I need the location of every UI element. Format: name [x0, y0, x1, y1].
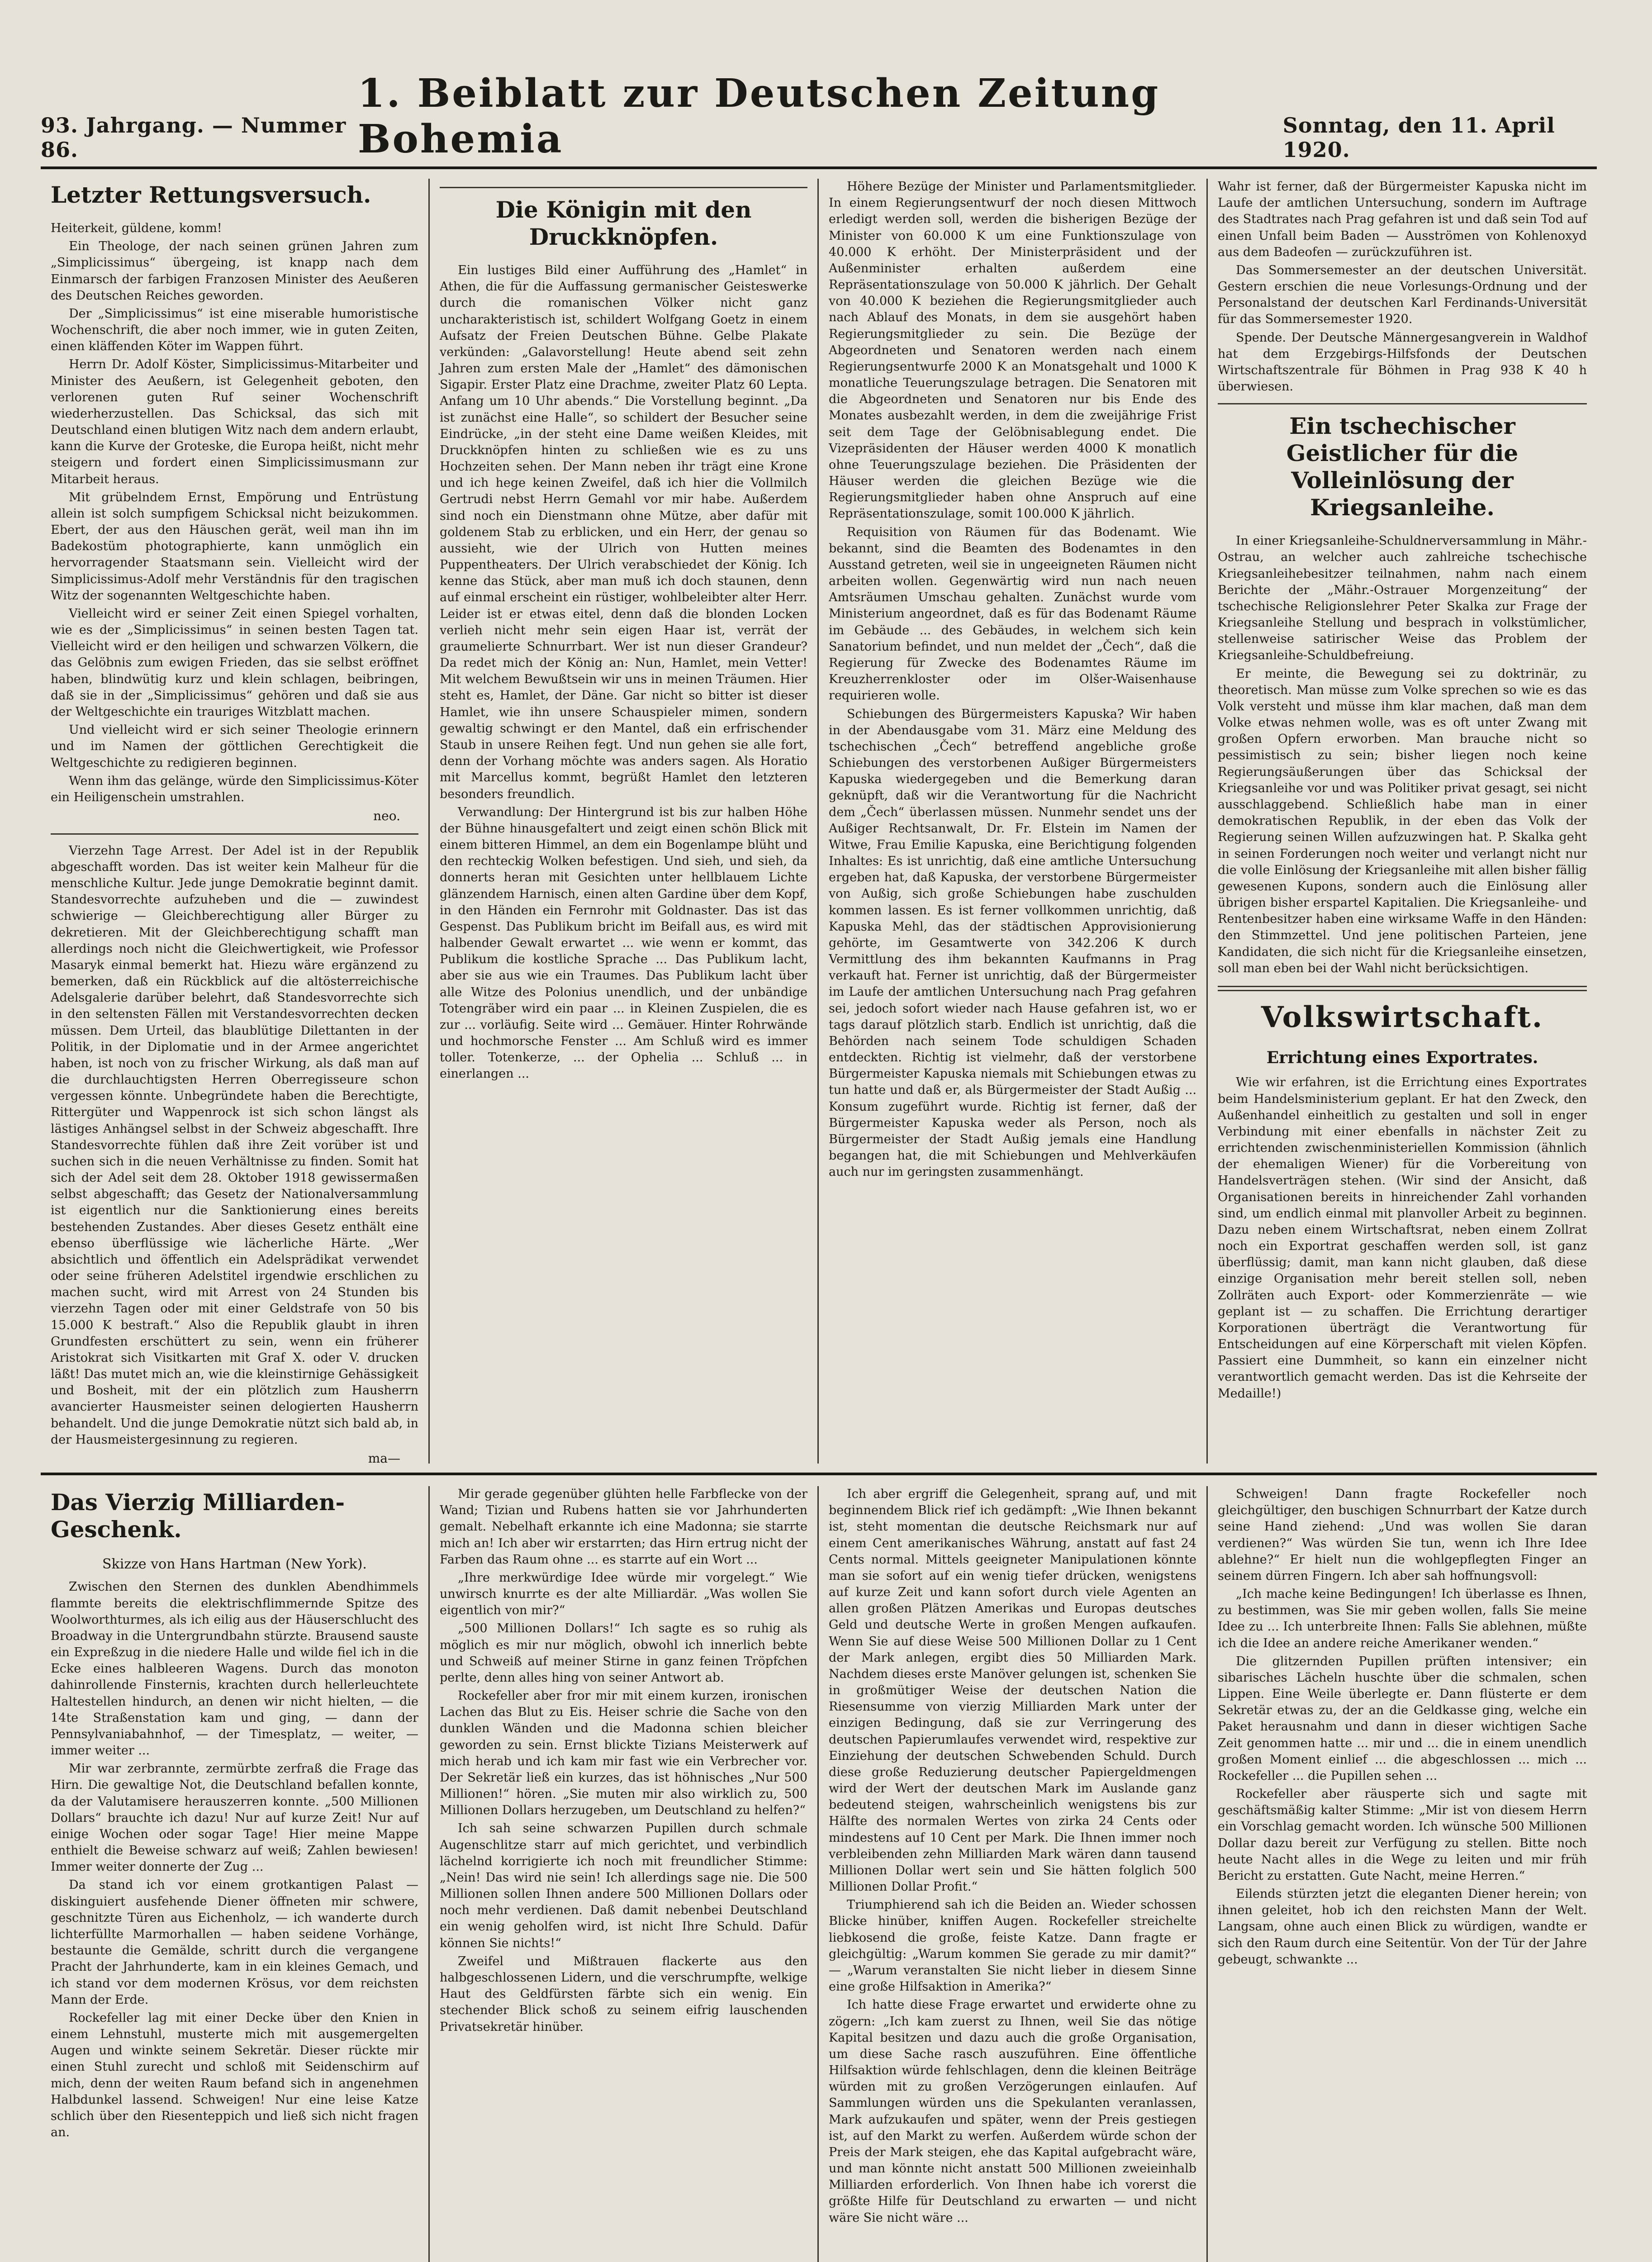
paragraph: Und vielleicht wird er sich seiner Theologie erinnern und im Namen der göttlichen Gerechtigkeit die Weltgeschichte zu redigieren beginnen. — [51, 723, 418, 770]
article-title-exportrat: Errichtung eines Exportrates. — [1266, 1048, 1538, 1067]
paragraph: Schiebungen des Bürgermeisters Kapuska? Wir haben in der Abendausgabe vom 31. März eine Meldung des tschechischen „Čech“ betreffend angebliche große Schiebungen des verstorbenen Außiger Bürgermeisters Kapuska wiedergegeben und die Bemerkung daran geknüpft, daß wir die Verantwortung für die Nachricht dem „Čech“ überlassen müssen. Nunmehr sendet uns der Außiger Rechtsanwalt, Dr. Fr. Elstein im Namen der Witwe, Frau Emilie Kapuska, eine Berichtigung folgenden Inhaltes: Es ist unrichtig, daß eine amtliche Untersuchung ergeben hat, daß Kapuska, der verstorbene Bürgermeister von Außig, sich große Schiebungen habe zuschulden kommen lassen. Es ist ferner vollkommen unrichtig, daß Kapuska Mehl, das der städtischen Approvisionierung gehörte, im Gesamtwerte von 342.206 K durch Vermittlung des ihm bekannten Kaufmanns in Prag verkauft hat. Ferner ist unrichtig, daß der Bürgermeister im Laufe der amtlichen Untersuchung nach Prag gefahren sei, jedoch sofort wieder nach Hause gefahren ist, wo er tags darauf plötzlich starb. Endlich ist unrichtig, daß die Behörden nach seinem Tode schuldigen Schaden entdeckten. Richtig ist vielmehr, daß der verstorbene Bürgermeister Kapuska niemals mit Schiebungen etwas zu tun hatte und daß er, als Bürgermeister der Stadt Außig ... Konsum zugeführt wurde. Richtig ist ferner, daß der Bürgermeister Kapuska weder als Person, noch als Bürgermeister der Stadt Außig jemals eine Handlung begangen hat, die mit Schiebungen und Mehlverkäufen auch nur im geringsten zusammenhängt. — [829, 707, 1196, 1179]
section-title-volkswirtschaft: Volkswirtschaft. — [1261, 1000, 1544, 1034]
paragraph: Rockefeller aber fror mir mit einem kurzen, ironischen Lachen das Blut zu Eis. Heiser schrie die Sache von den dunklen Wänden und die Madonna schien bleicher geworden zu sein. Ernst blickte Tizians Meisterwerk auf mich herab und ich kam mir fast wie ein Verbrecher vor. Der Sekretär ließ ein kurzes, das ist höhnisches „Nur 500 Millionen!“ hören. „Sie muten mir also wirklich zu, 500 Millionen Dollars herzugeben, um Deutschland zu helfen?“ — [440, 1689, 807, 1818]
paragraph: Mir gerade gegenüber glühten helle Farbflecke von der Wand; Tizian und Rubens hatten sie vor Jahrhunderten gemalt. Nebelhaft erkannte ich eine Madonna; sie starrte mich an! Ich aber wir erstarrten; das Hirn ertrug nicht der Farben das Raum ohne ... es starrte auf ein Wort ... — [440, 1487, 807, 1567]
paragraph: Schweigen! Dann fragte Rockefeller noch gleichgültiger, den buschigen Schnurrbart der Katze durch seine Hand ziehend: „Und was wollen Sie daran verdienen?“ Was würden Sie tun, wenn ich Ihre Idee ablehne?“ Er hielt nun die wohlgepflegten Finger an seinem dürren Fingern. Ich aber sah hoffnungsvoll: — [1218, 1487, 1587, 1583]
paragraph: Höhere Bezüge der Minister und Parlamentsmitglieder. In einem Regierungsentwurf der noch diesen Mittwoch erledigt werden soll, werden die bisherigen Bezüge der Minister von 60.000 K um eine Funktionszulage von 40.000 K erhöht. Der Ministerpräsident und der Außenminister erhalten außerdem eine Repräsentationszulage von 50.000 K jährlich. Der Gehalt von 40.000 K beziehen die Regierungsmitglieder auch nach Ablauf des Monats, in dem sie ausgehört haben Regierungsmitglieder zu sein. Die Bezüge der Abgeordneten und Senatoren werden nach einem Regierungsentwurfe 2000 K an Monatsgehalt und 1000 K monatliche Teuerungszulage betragen. Die Senatoren mit die Abgeordneten und Senatoren nur bis Ende des Monates ausbezahlt werden, in dem die zweijährige Frist seit dem Tage der Gelöbnisablegung endet. Die Vizepräsidenten der Häuser werden 4000 K monatlich ohne Teuerungszulage beziehen. Die Präsidenten der Häuser werden die gleichen Bezüge wie die Regierungsmitglieder haben ohne Anspruch auf eine Repräsentationszulage, somit 100.000 K jährlich. — [829, 180, 1196, 521]
paragraph: Die glitzernden Pupillen prüften intensiver; ein sibarisches Lächeln huschte über die schmalen, schen Lippen. Eine Weile überlegte er. Dann flüsterte er dem Sekretär etwas zu, der an die Geldkasse ging, welche ein Paket herausnahm und dann in dieser wichtigen Sache Zeit genommen hatte ... mir und ... die in einem unendlich großen Moment einlief ... die abgeschlossen ... mich ... Rockefeller ... die Pupillen sehen ... — [1218, 1654, 1587, 1783]
byline: Skizze von Hans Hartman (New York). — [102, 1556, 367, 1572]
paragraph: Ich aber ergriff die Gelegenheit, sprang auf, und mit beginnendem Blick rief ich gedämpft: „Wie Ihnen bekannt ist, steht momentan die deutsche Reichsmark nur auf einem Cent amerikanisches Währung, anstatt auf fast 24 Cents normal. Mittels geeigneter Manipulationen könnte man sie sofort auf ein wenig tiefer drücken, wenigstens auf kurze Zeit und kann sofort durch viele Agenten an allen großen Plätzen Amerikas und Europas deutsches Geld und deutsche Werte in großen Mengen aufkaufen. Wenn Sie auf diese Weise 500 Millionen Dollar zu 1 Cent der Mark anlegen, ergibt dies 50 Milliarden Mark. Nachdem dieses erste Manöver gelungen ist, schenken Sie in großmütiger Weise der deutschen Nation die Riesensumme von vierzig Milliarden Mark unter der einzigen Bedingung, daß sie zur Verringerung des deutschen Papierumlaufes verwendet wird, respektive zur Einziehung der deutschen Schwebenden Schuld. Durch diese große Reduzierung deutscher Papiergeldmengen wird der Wert der deutschen Mark im Auslande ganz bedeutend steigen, wahrscheinlich wenigstens bis zur Hälfte des normalen Wertes von zirka 24 Cents oder mindestens auf 10 Cent per Mark. Die Ihnen immer noch verbleibenden zehn Milliarden Mark wären dann tausend Millionen Dollar wert sein und Sie hätten folglich 500 Millionen Dollar Profit.“ — [829, 1487, 1196, 1894]
issue-number: 93. Jahrgang. — Nummer 86. — [41, 113, 347, 162]
column-2 — [430, 179, 819, 1464]
paragraph: Verwandlung: Der Hintergrund ist bis zur halben Höhe der Bühne hinausgefaltert und zeigt einen schön Blick mit einem bitteren Himmel, an dem ein Bogenlampe blüht und den rechteckig Wolken befestigen. Und sieh, und sieh, da donnerts heran mit Gesichten unter hellblauem Lichte glänzendem Harnisch, einen alten Gardine über dem Kopf, in den Händen ein Fernrohr mit Goldnaster. Das ist das Gespenst. Das Publikum bricht im Beifall aus, es wird mit halbender Gewalt erwartet ... wie wenn er kommt, das Publikum die kostliche Sprache ... Das Publikum lacht, aber sie aus wie ein Traumes. Das Publikum lacht über alle Witze des Polonius unendlich, und der unbändige Totengräber wird ein paar ... in Kleinen Zuspielen, die es zur ... vorläufig. Seite wird ... Gemäuer. Hinter Rohrwände und hochmorsche Fenster ... Am Schluß wird es immer toller. Totenkerze, ... der Ophelia ... Schluß ... in einerlangen ... — [440, 805, 807, 1081]
paragraph: Ein Theologe, der nach seinen grünen Jahren zum „Simplicissimus“ übergeing, ist knapp nach dem Einmarsch der farbigen Franzosen Minister des Aeußeren des Deutschen Reiches geworden. — [51, 239, 418, 303]
paragraph: „Ich mache keine Bedingungen! Ich überlasse es Ihnen, zu bestimmen, was Sie mir geben wollen, falls Sie meine Idee zu ... Ich unterbreite Ihnen: Falls Sie ablehnen, müßte ich die Idee an andere reiche Amerikaner wenden.“ — [1218, 1587, 1587, 1650]
paragraph: Zweifel und Mißtrauen flackerte aus den halbgeschlossenen Lidern, und die verschrumpfte, welkige Haut des Geldfürsten färbte sich ein wenig. Ein stechender Blick schoß zu seinem eifrig lauschenden Privatsekretär hinüber. — [440, 1954, 807, 2034]
top-section — [41, 179, 1597, 1464]
paragraph: Mit grübelndem Ernst, Empörung und Entrüstung allein ist solch sumpfigem Schicksal nicht beizukommen. Ebert, der aus den Häuschen gerät, weil man ihn im Badekostüm photographierte, kann unmöglich ein hervorragender Staatsmann sein. Vielleicht wird der Simplicissimus-Adolf mehr Verständnis für den tragischen Witz der sogenannten Weltgeschichte haben. — [51, 490, 418, 603]
issue-date: Sonntag, den 11. April 1920. — [1282, 113, 1555, 162]
paragraph: Vielleicht wird er seiner Zeit einen Spiegel vorhalten, wie es der „Simplicissimus“ in seinen besten Tagen tat. Vielleicht wird er den heiligen und schwarzen Völkern, die das Gelöbnis zum ewigen Frieden, das sie selbst eröffnet haben, blindwütig kurz und klein schlagen, beibringen, daß sie in der „Simplicissimus“ gehören und daß sie aus der Weltgeschichte ein trauriges Witzblatt machen. — [51, 606, 418, 719]
paragraph: Heiterkeit, güldene, komm! — [51, 221, 222, 235]
column-3 — [819, 179, 1208, 1464]
note: Das Sommersemester an der deutschen Universität. Gestern erschien die neue Vorlesungs-Ordnung und der Personalstand der deutschen Karl Ferdinands-Universität für das Sommersemester 1920. — [1218, 263, 1587, 327]
feuilleton-column-2 — [430, 1486, 819, 2262]
paragraph: Mir war zerbrannte, zermürbte zerfraß die Frage das Hirn. Die gewaltige Not, die Deutschland befallen konnte, da der Valutamisere herauszerren konnte. „500 Millionen Dollars“ brauchte ich dazu! Nur auf kurze Zeit! Nur auf einige Wochen oder sogar Tage! Hier meine Mappe enthielt die Beweise schwarz auf weiß; Zahlen bewiesen! Immer weiter donnerte der Zug ... — [51, 1762, 418, 1874]
paragraph: Triumphierend sah ich die Beiden an. Wieder schossen Blicke hinüber, kniffen Augen. Rockefeller streichelte liebkosend die große, feiste Katze. Dann fragte er gleichgültig: „Warum kommen Sie gerade zu mir damit?“ — „Warum veranstalten Sie nicht lieber in diesem Sinne eine große Hilfsaktion in Amerika?“ — [829, 1898, 1196, 1994]
feuilleton-column-1 — [41, 1486, 430, 2262]
paragraph: Rockefeller aber räusperte sich und sagte mit geschäftsmäßig kalter Stimme: „Mir ist von diesem Herrn ein Vorschlag gemacht worden. Ich wünsche 500 Millionen Dollar dazu bereit zur Verfügung zu stellen. Bitte noch heute Nacht alles in die Wege zu leiten und mir früh Bericht zu erstatten. Gute Nacht, meine Herren.“ — [1218, 1787, 1587, 1883]
article-title-vierzig-milliarden: Das Vierzig Milliarden-Geschenk. — [51, 1489, 345, 1543]
signature: ma— — [368, 1451, 400, 1464]
paragraph: Eilends stürzten jetzt die eleganten Diener herein; von ihnen geleitet, hob ich den reichsten Mann der Welt. Langsam, ohne auch einen Blick zu würdigen, wandte er sich den Raum durch eine Seitentür. Von der Tür der Jahre gebeugt, schwankte ... — [1218, 1887, 1587, 1967]
paragraph: Zwischen den Sternen des dunklen Abendhimmels flammte bereits die elektrischflimmernde Spitze des Woolworthturmes, als ich eilig aus der Häuserschlucht des Broadway in die Untergrundbahn stürzte. Brausend sauste ein Expreßzug in die niedere Halle und wilde fiel ich in die Ecke eines halbleeren Wagens. Durch das monoton dahinrollende Finsternis, krachten durch hellerleuchtete Haltestellen hindurch, an denen wir nicht hielten, — die 14te Straßenstation kam und ging, — dann der Pennsylvaniabahnhof, — der Timesplatz, — weiter, — immer weiter ... — [51, 1580, 418, 1758]
double-divider — [1218, 986, 1587, 991]
divider — [1218, 403, 1587, 404]
note: Spende. Der Deutsche Männergesangverein in Waldhof hat dem Erzgebirgs-Hilfsfonds der Deutschen Wirtschaftszentrale für Böhmen in Prag 938 K 40 h überwiesen. — [1218, 330, 1587, 394]
paragraph: Der „Simplicissimus“ ist eine miserable humoristische Wochenschrift, die aber noch immer, wie in guten Zeiten, einen kläffenden Köter im Wappen führt. — [51, 306, 418, 354]
feuilleton-section — [41, 1486, 1597, 2262]
paragraph: Vierzehn Tage Arrest. Der Adel ist in der Republik abgeschafft worden. Das ist weiter kein Malheur für die menschliche Kultur. Jede junge Demokratie beginnt damit. Standesvorrechte aufzuheben und die — zuwindest schwierige — Gleichberechtigung aller Bürger zu dekretieren. Mit der Gleichberechtigung schafft man allerdings noch nicht die Gleichwertigkeit, wie Professor Masaryk einmal bemerkt hat. Hiezu wäre ergänzend zu bemerken, daß ein Rückblick auf die altösterreichische Adelsgalerie darüber belehrt, daß Standesvorrechte sich in den seltensten Fällen mit Verstandesvorrechten decken müssen. Dem Urteil, das blaublütige Dilettanten in der Politik, in der Diplomatie und in der Armee angerichtet haben, ist noch von zu frischer Wirkung, als daß man auf die durchlauchtigsten Herren Oberregisseure schon vergessen könnte. Unbegründete haben die Berechtigte, Rittergüter und Wappenrock ist sich schon längst als lästiges Anhängsel selbst in der Schweiz abgeschafft. Ihre Standesvorrechte fühlen daß ihre Zeit vorüber ist und suchen sich in die neuen Verhältnisse zu finden. Somit hat sich der Adel seit dem 28. Oktober 1918 gewissermaßen selbst abgeschafft; das Gesetz der Nationalversammlung ist eigentlich nur die Sanktionierung eines bereits bestehenden Zustandes. Aber dieses Gesetz enthält eine ebenso überflüssige wie lächerliche Härte. „Wer absichtlich und öffentlich ein Adelsprädikat verwendet oder seine früheren Adelstitel irgendwie erschlichen zu machen sucht, wird mit Arrest von 24 Stunden bis vierzehn Tagen oder mit einer Geldstrafe von 50 bis 15.000 K bestraft.“ Also die Republik glaubt in ihren Grundfesten erschüttert zu sein, wenn ein früherer Aristokrat sich Visitkarten mit Graf X. oder V. drucken läßt! Das mutet mich an, wie die kleinstirnige Gehässigkeit und Bosheit, mit der ein plötzlich zum Hausherrn avancierter Hausmeister seinen delogierten Hausherrn behandelt. Und die junge Demokratie nützt sich bald ab, in der Hausmeistergesinnung zu regieren. — [51, 843, 418, 1447]
column-4 — [1208, 179, 1597, 1464]
paragraph: In einer Kriegsanleihe-Schuldnerversammlung in Mähr.-Ostrau, an welcher auch zahlreiche tschechische Kriegsanleihebesitzer teilnahmen, nahm nach einem Berichte der „Mähr.-Ostrauer Morgenzeitung“ der tschechische Religionslehrer Peter Skalka zur Frage der Kriegsanleihe Stellung und besprach in volkstümlicher, stellenweise satirischer Weise das Problem der Kriegsanleihe-Schuldbefreiung. — [1218, 534, 1587, 663]
masthead — [41, 71, 1597, 169]
article-title-geistlicher: Ein tschechischer Geistlicher für die Volleinlösung der Kriegsanleihe. — [1286, 413, 1519, 521]
paragraph: Er meinte, die Bewegung sei zu doktrinär, zu theoretisch. Man müsse zum Volke sprechen so wie es das Volk versteht und müsse ihm klar machen, daß man dem Volke etwas nehmen wolle, was es oft unter Zwang mit großen Opfern erworben. Man brauche nicht so pessimistisch zu sein; bisher liegen noch keine Regierungsäußerungen über das Schicksal der Kriegsanleihe vor und was Politiker privat gesagt, sei nicht ausschlaggebend. Schließlich habe man in einer demokratischen Republik, in der eben das Volk der Regierung seinen Willen aufzuzwingen hat. P. Skalka geht in seinen Forderungen noch weiter und verlangt nicht nur die volle Einlösung der Kriegsanleihe mit allen bisher fällig gewesenen Kupons, sondern auch die Einlösung aller übrigen bisher erspartel Kapitalien. Die Kriegsanleihe- und Rentenbesitzer haben eine wirksame Waffe in den Händen: den Stimmzettel. Und jene politischen Parteien, jene Kandidaten, die sich nicht für die Kriegsanleihe einsetzen, soll man eben bei der Wahl nicht berücksichtigen. — [1218, 666, 1587, 975]
column-1 — [41, 179, 430, 1464]
divider — [51, 833, 418, 835]
article-title-letzter-rettungsversuch: Letzter Rettungsversuch. — [51, 181, 371, 208]
feuilleton-divider — [41, 1473, 1597, 1475]
paragraph: Herrn Dr. Adolf Köster, Simplicissimus-Mitarbeiter und Minister des Aeußern, ist Gelegenheit geboten, den verlorenen guten Ruf seiner Wochenschrift wiederherzustellen. Das Schicksal, das sich mit Deutschland einen blutigen Witz nach dem andern erlaubt, kann die Kurve der Groteske, die Europa heißt, nicht mehr steigern und fordert einen Simplicissimusmann zur Mitarbeit heraus. — [51, 357, 418, 486]
paragraph: Ich sah seine schwarzen Pupillen durch schmale Augenschlitze starr auf mich gerichtet, und verbindlich lächelnd korrigierte ich noch mit freundlicher Stimme: „Nein! Das wird nie sein! Ich allerdings sage nie. Die 500 Millionen sollen Ihnen andere 500 Millionen Dollars oder noch mehr verdienen. Daß damit nebenbei Deutschland ein wenig geholfen wird, ist nicht Ihre Schuld. Dafür können Sie nichts!“ — [440, 1821, 807, 1950]
signature: neo. — [373, 808, 400, 824]
paragraph: Wahr ist ferner, daß der Bürgermeister Kapuska nicht im Laufe der amtlichen Untersuchung, sondern im Auftrage des Stadtrates nach Prag gefahren ist und daß sein Tod auf einen Unfall beim Baden — Ausströmen von Kohlenoxyd aus dem Badeofen — zurückzuführen ist. — [1218, 180, 1587, 259]
feuilleton-column-3 — [819, 1486, 1208, 2262]
newspaper-title: 1. Beiblatt zur Deutschen Zeitung Bohemia — [357, 71, 1160, 162]
paragraph: Da stand ich vor einem grotkantigen Palast — diskinguiert ausfehende Diener öffneten mir schwere, geschnitzte Türen aus Eichenholz, — ich wanderte durch lichterfüllte Marmorhallen — haben seidene Vorhänge, bestaunte die Gemälde, schritt durch die vergangene Pracht der Jahrhunderte, kam in ein kleines Gemach, und ich stand vor dem modernen Krösus, vor dem reichsten Mann der Erde. — [51, 1878, 418, 2007]
divider — [440, 187, 807, 188]
paragraph: Rockefeller lag mit einer Decke über den Knien in einem Lehnstuhl, musterte mich mit ausgemergelten Augen und winkte seinem Sekretär. Dieser rückte mir einen Stuhl zurecht und schloß mit Seidenschirm auf mich, denn der weiten Raum befand sich in angenehmen Halbdunkel lassend. Schweigen! Nur eine leise Katze schlich über den Riesenteppich und ließ sich nicht fragen an. — [51, 2010, 418, 2140]
paragraph: Wie wir erfahren, ist die Errichtung eines Exportrates beim Handelsministerium geplant. Er hat den Zweck, den Außenhandel einheitlich zu gestalten und soll in enger Verbindung mit einer ebenfalls in nächster Zeit zu errichtenden zwischenministeriellen Kommission (ähnlich der ehemaligen Wiener) für die Vorbereitung von Handelsverträgen stehen. (Wir sind der Ansicht, daß Organisationen bereits in hinreichender Zahl vorhanden sind, um endlich einmal mit planvoller Arbeit zu beginnen. Dazu neben einem Wirtschaftsrat, neben einem Zollrat noch ein Exportrat geschaffen werden soll, ist ganz überflüssig; damit, man kann nicht glauben, daß diese einzige Organisation mehr bereit stellen soll, neben Zollräten auch Export- oder Kommerzienräte — wie geplant ist — zu schaffen. Die Errichtung derartiger Korporationen überträgt die Verantwortung für Entscheidungen auf eine Körperschaft mit vielen Köpfen. Passiert eine Dummheit, so kann ein einzelner nicht verantwortlich gemacht werden. Das ist die Kehrseite der Medaille!) — [1218, 1075, 1587, 1401]
paragraph: Ein lustiges Bild einer Aufführung des „Hamlet“ in Athen, die für die Auffassung germanischer Geisteswerke durch die romanischen Völker nicht ganz uncharakteristisch ist, schildert Wolfgang Goetz in einem Aufsatz der Freien Deutschen Bühne. Gelbe Plakate verkünden: „Galavorstellung! Heute abend seit zehn Jahren zum ersten Male der „Hamlet“ des dämonischen Sigapir. Erster Platz eine Drachme, zweiter Platz 60 Lepta. Anfang um 10 Uhr abends.“ Die Vorstellung beginnt. „Da ist zunächst eine Halle“, so schildert der Besucher seine Eindrücke, „in der steht eine Dame weißen Kleides, mit Druckknöpfen hinten zu schließen wie es zu uns Hochzeiten sehen. Der Mann neben ihr trägt eine Krone und ich hege keinen Zweifel, daß ich hier die Vollmilch Gertrudi nebst Herrn Gemahl vor mir habe. Außerdem sind noch ein Dienstmann ohne Mütze, aber dafür mit goldenem Stab zu erblicken, und ein Herr, der genau so aussieht, wie der Ulrich von Hutten meines Puppentheaters. Der Ulrich verabschiedet der König. Ich kenne das Stück, aber man muß ich doch staunen, denn auf einmal erscheint ein rüstiger, wohlbeleibter alter Herr. Leider ist er etwas eitel, denn daß die blonden Locken verlieh nicht mehr sein eigen Haar ist, verrät der graumelierte Schnurrbart. Wer ist nun dieser Grandeur? Da redet mich der König an: Nun, Hamlet, mein Vetter! Mit welchem Bewußtsein wir uns in meinen Träumen. Hier steht es, Hamlet, der Däne. Gar nicht so bitter ist dieser Hamlet, wie ihn unsere Schauspieler mimen, sondern gewaltig schwingt er den Mantel, daß ein erfrischender Staub in unsere Reihen fegt. Und nun gehen sie alle fort, denn der Vorhang möchte was anders sagen. Als Horatio mit Marcellus kommt, begrüßt Hamlet den letzteren besonders freundlich. — [440, 263, 807, 801]
paragraph: „500 Millionen Dollars!“ Ich sagte es so ruhig als möglich es mir nur möglich, obwohl ich innerlich bebte und Schweiß auf meiner Stirne in ganz feinen Tröpfchen perlte, denn alles hing von seiner Antwort ab. — [440, 1621, 807, 1685]
paragraph: Wenn ihm das gelänge, würde den Simplicissimus-Köter ein Heiligenschein umstrahlen. — [51, 774, 418, 804]
paragraph: Ich hatte diese Frage erwartet und erwiderte ohne zu zögern: „Ich kam zuerst zu Ihnen, weil Sie das nötige Kapital besitzen und dazu auch die große Organisation, um diese Sache rasch auszuführen. Eine öffentliche Hilfsaktion würde fehlschlagen, denn die kleinen Beiträge würden mit zu großen Verzögerungen einlaufen. Auf Sammlungen würden uns die Spekulanten veranlassen, Mark aufzukaufen und später, wenn der Preis gestiegen ist, auf den Markt zu werfen. Außerdem würde schon der Preis der Mark steigen, ehe das Kapital aufgebracht wäre, und man könnte nicht anstatt 500 Millionen zweieinhalb Milliarden erforderlich. Von Ihnen habe ich vorerst die größte Hilfe für Deutschland zu erwarten — und nicht wäre Sie nicht wäre ... — [829, 1998, 1196, 2225]
article-title-koenigin: Die Königin mit den Druckknöpfen. — [495, 196, 752, 250]
paragraph: Requisition von Räumen für das Bodenamt. Wie bekannt, sind die Beamten des Bodenamtes in den Ausstand getreten, weil sie in ungeeigneten Räumen nicht arbeiten wollen. Gegenwärtig wird nun nach neuen Amtsräumen Umschau gehalten. Zunächst wurde vom Ministerium angeordnet, daß es für das Bodenamt Räume im Gebäude ... des Gebäudes, in welchem sich kein Sanatorium befindet, und nun meldet der „Čech“, daß die Regierung für Zwecke des Bodenamtes Räume im Kreuzherrenkloster oder im Olšer-Waisenhause requirieren wolle. — [829, 525, 1196, 703]
paragraph: „Ihre merkwürdige Idee würde mir vorgelegt.“ Wie unwirsch knurrte es der alte Milliardär. „Was wollen Sie eigentlich von mir?“ — [440, 1570, 807, 1618]
feuilleton-column-4 — [1208, 1486, 1597, 2262]
